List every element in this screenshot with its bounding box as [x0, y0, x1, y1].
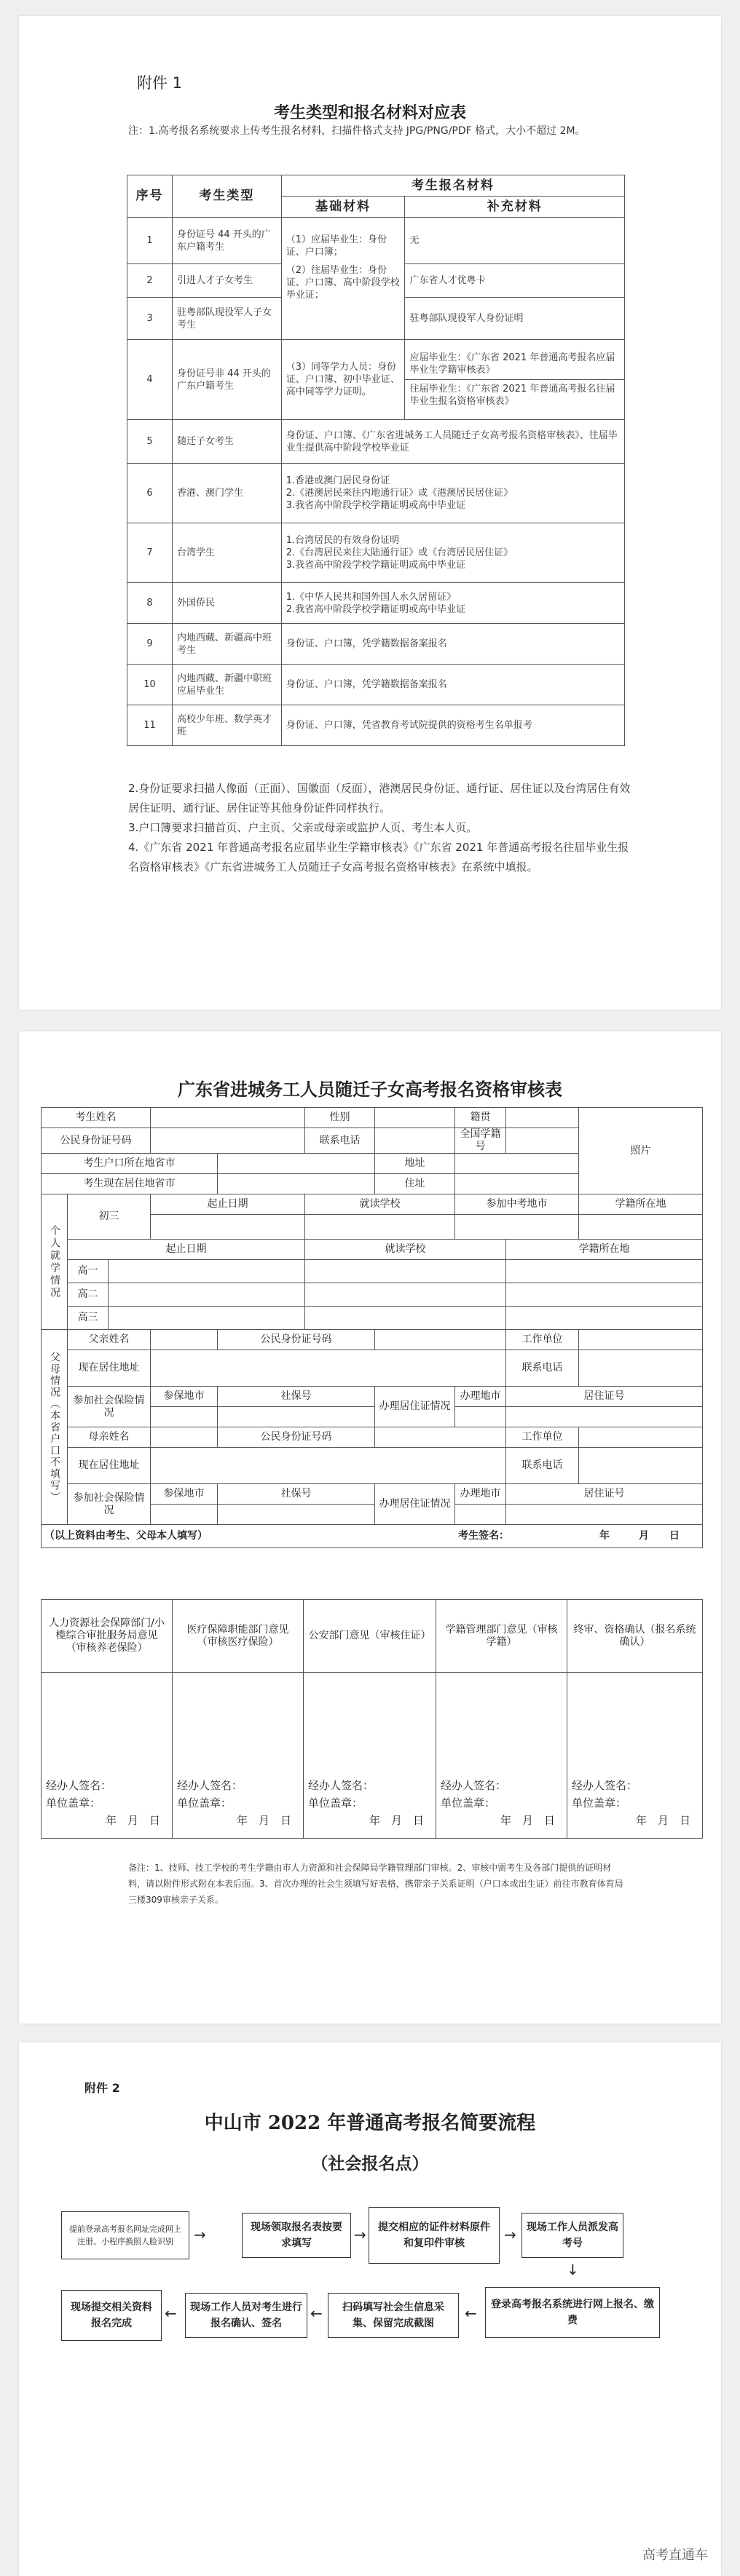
dept-school: 学籍管理部门意见（审核学籍） — [436, 1600, 567, 1673]
step-get-number: 现场工作人员派发高考号 — [521, 2213, 623, 2258]
label-g1: 高一 — [68, 1260, 109, 1283]
field-mother-contact[interactable] — [579, 1448, 703, 1484]
field-mother-addr[interactable] — [151, 1448, 506, 1484]
label-g3: 高三 — [68, 1307, 109, 1330]
row-no: 8 — [127, 583, 173, 624]
label-father-insure: 参加社会保险情况 — [68, 1387, 151, 1427]
fill-note: （以上资料由考生、父母本人填写） — [44, 1530, 208, 1542]
field-g3-school[interactable] — [305, 1307, 506, 1330]
field-phone[interactable] — [375, 1128, 455, 1154]
field-hukou-city[interactable] — [218, 1154, 375, 1174]
section-personal: 个人就学情况 — [42, 1194, 68, 1330]
dept-police: 公安部门意见（审核住证） — [304, 1600, 436, 1673]
basic-2: （2）往届毕业生：身份证、户口簿、高中阶段学校毕业证； — [286, 265, 400, 301]
material-line: 2.我省高中阶段学校学籍证明或高中毕业证 — [286, 603, 466, 615]
field-junior-date[interactable] — [151, 1215, 305, 1240]
seal-label: 单位盖章： — [572, 1796, 627, 1810]
step-get-form: 现场领取报名表按要求填写 — [242, 2213, 351, 2258]
field-permit-addr-2[interactable] — [506, 1505, 703, 1525]
footnotes — [128, 779, 631, 877]
attachment-label: 附件 1 — [137, 74, 183, 92]
label-mother-insure: 参加社会保险情况 — [68, 1484, 151, 1525]
date-label: 年 月 日 — [369, 1814, 424, 1827]
material-line: 1.香港或澳门居民身份证 — [286, 475, 390, 486]
label-name: 考生姓名 — [42, 1108, 151, 1128]
header-materials: 考生报名材料 — [281, 175, 624, 197]
header-extra: 补充材料 — [405, 197, 625, 218]
field-junior-reg[interactable] — [579, 1215, 703, 1240]
field-ins-no[interactable] — [218, 1407, 375, 1427]
field-father-addr[interactable] — [151, 1350, 506, 1387]
label-ins-city: 参保地市 — [151, 1387, 218, 1407]
field-father-work[interactable] — [579, 1330, 703, 1350]
photo-box: 照片 — [579, 1108, 703, 1194]
label-mother-contact: 联系电话 — [506, 1448, 579, 1484]
row-type: 引进人才子女考生 — [172, 264, 281, 298]
header-type: 考生类型 — [172, 175, 281, 218]
upload-note: 注：1.高考报名系统要求上传考生报名材料，扫描件格式支持 JPG/PNG/PDF 格式，大小不超过 2M。 — [128, 125, 586, 137]
field-ins-no-2[interactable] — [218, 1505, 375, 1525]
seal-label: 单位盖章： — [308, 1796, 363, 1810]
step-confirm: 现场工作人员对考生进行报名确认、签名 — [185, 2293, 307, 2338]
page-1 — [19, 16, 721, 1010]
field-father-id[interactable] — [375, 1330, 506, 1350]
extra-4a: 应届毕业生：《广东省 2021 年普通高考报名应届毕业生学籍审核表》 — [405, 349, 624, 380]
field-live-city[interactable] — [218, 1174, 375, 1194]
qualification-form — [41, 1107, 703, 1548]
material-line: 3.我省高中阶段学校学籍证明或高中毕业证 — [286, 560, 466, 571]
extra-2: 广东省人才优粤卡 — [405, 264, 625, 298]
sign-month: 月 — [639, 1530, 649, 1542]
label-mother-work: 工作单位 — [506, 1427, 579, 1448]
merged-materials: 身份证、户口簿，凭学籍数据备案报名 — [281, 624, 624, 665]
date-label: 年 月 日 — [635, 1814, 690, 1827]
label-ins-no: 社保号 — [218, 1387, 375, 1407]
handler-label: 经办人签名： — [441, 1779, 507, 1792]
handler-label: 经办人签名： — [308, 1779, 374, 1792]
step-submit-docs: 提交相应的证件材料原件和复印件审核 — [369, 2207, 500, 2264]
merged-materials: 身份证、户口簿，凭学籍数据备案报名 — [281, 665, 624, 705]
row-no: 6 — [127, 464, 173, 523]
col-school: 就读学校 — [305, 1194, 455, 1215]
label-ins-no-2: 社保号 — [218, 1484, 375, 1505]
seal-label: 单位盖章： — [46, 1796, 101, 1810]
label-father-work: 工作单位 — [506, 1330, 579, 1350]
label-mother-addr: 现在居住地址 — [68, 1448, 151, 1484]
field-gender[interactable] — [375, 1108, 455, 1128]
field-mother[interactable] — [151, 1427, 218, 1448]
extra-4b: 往届毕业生：《广东省 2021 年普通高考报名往届毕业生报名资格审核表》 — [409, 384, 615, 407]
label-residence: 住址 — [375, 1174, 455, 1194]
extra-1: 无 — [405, 218, 625, 264]
row-no: 7 — [127, 523, 173, 583]
header-no: 序号 — [127, 175, 173, 218]
label-father-contact: 联系电话 — [506, 1350, 579, 1387]
row-type: 随迁子女考生 — [172, 420, 281, 464]
field-g2-reg[interactable] — [506, 1283, 703, 1307]
extra-3: 驻粤部队现役军人身份证明 — [405, 298, 625, 340]
field-mother-work[interactable] — [579, 1427, 703, 1448]
col-reg-city: 学籍所在地 — [579, 1194, 703, 1215]
label-permit-2: 办理居住证情况 — [375, 1484, 455, 1525]
materials-table — [127, 175, 625, 746]
arrow-left-icon: ← — [465, 2304, 477, 2322]
label-live-city: 考生现在居住地省市 — [42, 1174, 218, 1194]
form-remark: 备注：1、技师、技工学校的考生学籍由市人力资源和社会保障局学籍管理部门审核。2、审核中需考生及各部门提供的证明材料，请以附件形式附在本表后面。3、首次办理的社会生须填写好表格，携带亲子关系证明（户口本或出生证）前往市教育体育局三楼309审核亲子关系。 — [128, 1863, 623, 1905]
row-no: 1 — [127, 218, 173, 264]
sign-day: 日 — [669, 1530, 680, 1542]
dept-final: 终审、资格确认（报名系统确认） — [567, 1600, 703, 1673]
fill-signature-row — [42, 1525, 703, 1548]
approval-table — [41, 1599, 703, 1839]
step-scan-info: 扫码填写社会生信息采集、保留完成截图 — [328, 2293, 459, 2338]
label-address: 地址 — [375, 1154, 455, 1174]
col-school-2: 就读学校 — [305, 1240, 506, 1260]
row-no: 10 — [127, 665, 173, 705]
row-no: 4 — [127, 340, 173, 420]
attachment-label-2: 附件 2 — [84, 2081, 120, 2095]
row-type: 驻粤部队现役军人子女考生 — [172, 298, 281, 340]
col-exam-city: 参加中考地市 — [455, 1194, 579, 1215]
label-permit-city-2: 办理地市 — [455, 1484, 506, 1505]
row-no: 11 — [127, 705, 173, 746]
material-line: 1.台湾居民的有效身份证明 — [286, 535, 400, 546]
merged-materials — [281, 523, 624, 583]
arrow-right-icon: → — [504, 2226, 516, 2243]
step-complete: 现场提交相关资料报名完成 — [61, 2290, 162, 2341]
approval-cell[interactable] — [567, 1673, 703, 1839]
merged-materials — [281, 583, 624, 624]
extra-4 — [405, 340, 625, 420]
row-type: 身份证号非 44 开头的广东户籍考生 — [172, 340, 281, 420]
label-mother-id: 公民身份证号码 — [218, 1427, 375, 1448]
label-permit: 办理居住证情况 — [375, 1387, 455, 1427]
row-type: 台湾学生 — [172, 523, 281, 583]
label-phone: 联系电话 — [305, 1128, 375, 1154]
footnote-3: 3.户口簿要求扫描首页、户主页、父亲或母亲或监护人页、考生本人页。 — [128, 821, 478, 834]
merged-materials: 身份证、户口簿、《广东省进城务工人员随迁子女高考报名资格审核表》、往届毕业生提供高中阶段学校毕业证 — [281, 420, 624, 464]
label-ins-city-2: 参保地市 — [151, 1484, 218, 1505]
step-online-register: 登录高考报名系统进行网上报名、缴费 — [485, 2287, 660, 2338]
page-2 — [19, 1031, 721, 2024]
approval-cell[interactable] — [436, 1673, 567, 1839]
arrow-left-icon: ← — [310, 2304, 323, 2322]
row-no: 9 — [127, 624, 173, 665]
row-no: 3 — [127, 298, 173, 340]
label-g2: 高二 — [68, 1283, 109, 1307]
page-3 — [19, 2042, 721, 2576]
label-father-addr: 现在居住地址 — [68, 1350, 151, 1387]
col-reg-city-2: 学籍所在地 — [506, 1240, 703, 1260]
row-type: 高校少年班、数学英才班 — [172, 705, 281, 746]
merged-materials: 身份证、户口簿，凭省教育考试院提供的资格考生名单报考 — [281, 705, 624, 746]
field-ins-city-2[interactable] — [151, 1505, 218, 1525]
basic-3: （3）同等学力人员：身份证、户口簿、初中毕业证、高中同等学力证明。 — [281, 340, 405, 420]
basic-1: （1）应届毕业生：身份证、户口簿； — [286, 234, 387, 258]
footnote-2: 2.身份证要求扫描人像面（正面）、国徽面（反面），港澳居民身份证、通行证、居住证以及台湾居住有效居住证明、通行证、居住证等其他身份证件同样执行。 — [128, 782, 631, 815]
field-g1-school[interactable] — [305, 1260, 506, 1283]
field-father-contact[interactable] — [579, 1350, 703, 1387]
handler-label: 经办人签名： — [46, 1779, 112, 1792]
dept-hr: 人力资源社会保障部门/小榄综合审批服务局意见（审核养老保险） — [42, 1600, 173, 1673]
material-line: 2.《台湾居民来往大陆通行证》或《台湾居民居住证》 — [286, 547, 513, 558]
arrow-right-icon: → — [354, 2226, 366, 2243]
handler-label: 经办人签名： — [572, 1779, 638, 1792]
label-permit-city: 办理地市 — [455, 1387, 506, 1407]
handler-label: 经办人签名： — [177, 1779, 243, 1792]
footnote-4: 4.《广东省 2021 年普通高考报名应届毕业生学籍审核表》《广东省 2021 年普通高考报名往届毕业生报名资格审核表》《广东省进城务工人员随迁子女高考报名资格审核表》在系统中填报。 — [128, 841, 629, 873]
label-father-id: 公民身份证号码 — [218, 1330, 375, 1350]
material-line: 2.《港澳居民来往内地通行证》或《港澳居民居住证》 — [286, 488, 513, 499]
label-gender: 性别 — [305, 1108, 375, 1128]
field-junior-exam[interactable] — [455, 1215, 579, 1240]
row-type: 内地西藏、新疆中职班应届毕业生 — [172, 665, 281, 705]
row-type: 外国侨民 — [172, 583, 281, 624]
material-line: 1.《中华人民共和国外国人永久居留证》 — [286, 591, 457, 603]
approval-cell[interactable] — [42, 1673, 173, 1839]
material-line: 3.我省高中阶段学校学籍证明或高中毕业证 — [286, 500, 466, 511]
field-g2-date[interactable] — [109, 1283, 305, 1307]
student-sign: 考生签名： — [458, 1530, 509, 1542]
dept-medical: 医疗保障职能部门意见（审核医疗保险） — [173, 1600, 304, 1673]
row-no: 2 — [127, 264, 173, 298]
label-stuno: 全国学籍号 — [455, 1128, 506, 1154]
field-father[interactable] — [151, 1330, 218, 1350]
col-start: 起止日期 — [151, 1194, 305, 1215]
section-parents: 父母情况（本省户口不填写） — [42, 1330, 68, 1525]
approval-cell[interactable] — [173, 1673, 304, 1839]
label-origin: 籍贯 — [455, 1108, 506, 1128]
field-residence[interactable] — [455, 1174, 579, 1194]
label-junior: 初三 — [68, 1194, 151, 1240]
col-start-2: 起止日期 — [68, 1240, 305, 1260]
form-title: 广东省进城务工人员随迁子女高考报名资格审核表 — [178, 1079, 562, 1100]
step-register: 提前登录高考报名网址完成网上注册、小程序换照人脸识别 — [61, 2211, 189, 2259]
row-type: 身份证号 44 开头的广东户籍考生 — [172, 218, 281, 264]
seal-label: 单位盖章： — [441, 1796, 496, 1810]
field-origin[interactable] — [506, 1108, 579, 1128]
label-father: 父亲姓名 — [68, 1330, 151, 1350]
merged-materials — [281, 464, 624, 523]
row-no: 5 — [127, 420, 173, 464]
arrow-left-icon: ← — [165, 2304, 177, 2322]
label-permit-addr-2: 居住证号 — [506, 1484, 703, 1505]
label-id: 公民身份证号码 — [42, 1128, 151, 1154]
field-id[interactable] — [151, 1128, 305, 1154]
seal-label: 单位盖章： — [177, 1796, 232, 1810]
page-title: 考生类型和报名材料对应表 — [273, 104, 466, 122]
field-junior-school[interactable] — [305, 1215, 455, 1240]
field-mother-id[interactable] — [375, 1427, 506, 1448]
label-hukou-city: 考生户口所在地省市 — [42, 1154, 218, 1174]
approval-cell[interactable] — [304, 1673, 436, 1839]
row-type: 香港、澳门学生 — [172, 464, 281, 523]
watermark: 高考直通车 — [642, 2548, 708, 2563]
field-g3-reg[interactable] — [506, 1307, 703, 1330]
field-g1-reg[interactable] — [506, 1260, 703, 1283]
field-g2-school[interactable] — [305, 1283, 506, 1307]
field-stuno[interactable] — [506, 1128, 579, 1154]
flow-subtitle: （社会报名点） — [311, 2154, 429, 2173]
basic-materials — [281, 218, 405, 340]
label-permit-addr: 居住证号 — [506, 1387, 703, 1407]
field-ins-city[interactable] — [151, 1407, 218, 1427]
arrow-down-icon: ↓ — [567, 2261, 579, 2278]
date-label: 年 月 日 — [500, 1814, 555, 1827]
sign-year: 年 — [599, 1530, 610, 1542]
flow-title: 中山市 2022 年普通高考报名简要流程 — [204, 2112, 536, 2134]
field-permit-city[interactable] — [455, 1407, 506, 1427]
field-g1-date[interactable] — [109, 1260, 305, 1283]
field-g3-date[interactable] — [109, 1307, 305, 1330]
field-permit-addr[interactable] — [506, 1407, 703, 1427]
field-permit-city-2[interactable] — [455, 1505, 506, 1525]
label-mother: 母亲姓名 — [68, 1427, 151, 1448]
date-label: 年 月 日 — [105, 1814, 160, 1827]
field-name[interactable] — [151, 1108, 305, 1128]
header-basic: 基础材料 — [281, 197, 405, 218]
date-label: 年 月 日 — [236, 1814, 291, 1827]
row-type: 内地西藏、新疆高中班考生 — [172, 624, 281, 665]
arrow-right-icon: → — [194, 2226, 206, 2243]
field-address[interactable] — [455, 1154, 579, 1174]
